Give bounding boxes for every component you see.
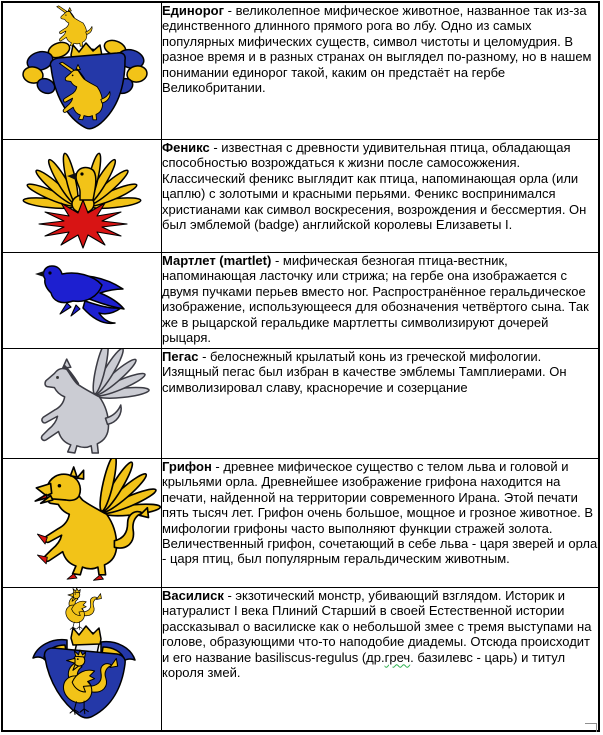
table-row (2, 349, 599, 459)
term-griffon: Грифон (162, 459, 212, 474)
description-text: - белоснежный крылатый конь из греческой мифологии. Изящный пегас был избран в качестве эмблемы Тамплиерами. Он символизировал славу, красноречие и созерцание (162, 349, 567, 395)
description-text: - великолепное мифическое животное, названное так из-за единственного длинного прямого рога во лбу. Одно из самых популярных мифических существ, символ чистоты и целомудрия. В разное время и в разных странах он выглядел по-разному, но в нашем понимании единорог такой, каким он предстаёт на гербе Великобритании. (162, 3, 592, 96)
griffon-description-cell (162, 459, 600, 588)
martlet-bird-image (3, 253, 161, 347)
basilisk-coat-of-arms-image (3, 588, 161, 730)
phoenix-image-cell (2, 140, 162, 253)
griffon-image (3, 459, 161, 586)
phoenix-description-cell (162, 140, 600, 253)
pegasus-description-cell (162, 349, 600, 459)
pegasus-image-cell (2, 349, 162, 459)
description-text: - экзотический монстр, убивающий взглядом. Историк и натуралист I века Плиний Старший в своей Естественной истории рассказывал о василиске как о небольшой змее с тремя выступами на голове, образующими что-то наподобие диадемы. Отсюда происходит и его название basiliscus-regulus (др. (162, 588, 592, 665)
table-resize-handle[interactable] (585, 723, 597, 732)
description-text: - древнее мифическое существо с телом льва и головой и крыльями орла. Древнейшее изображение грифона находится на печати, найденной на территории современного Ирана. Этой печати пять тысяч лет. Грифон очень большое, мощное и грозное животное. В мифологии грифоны часто выполняют функции стражей золота. Величественный грифон, сочетающий в себе льва - царя зверей и орла - царя птиц, был популярным геральдическим животным. (162, 459, 598, 567)
term-basilisk: Василиск (162, 588, 224, 603)
unicorn-coat-of-arms-image (3, 3, 161, 139)
basilisk-image-cell (2, 588, 162, 732)
term-pegasus: Пегас (162, 349, 199, 364)
description-text: . базилевс - царь) и титул короля змей. (162, 649, 566, 681)
table-row (2, 2, 599, 140)
term-martlet: Мартлет (martlet) (162, 253, 272, 268)
unicorn-description-cell (162, 2, 600, 140)
table-row (2, 140, 599, 253)
description-text: - мифическая безногая птица-вестник, напоминающая ласточку или стрижа; на гербе она изображается с двумя пучками перьев вместо ног. Распространённое геральдическое изображение, использующееся для обозначения четвёртого сына. Так же в рыцарской геральдике мартлетты символизируют дочерей рыцаря. (162, 253, 589, 346)
unicorn-image-cell (2, 2, 162, 140)
table-row (2, 253, 599, 349)
term-phoenix: Феникс (162, 140, 210, 155)
spellcheck-underlined-word: греч (384, 649, 411, 665)
heraldic-creatures-table (1, 1, 600, 732)
martlet-description-cell (162, 253, 600, 349)
basilisk-description-cell (162, 588, 600, 732)
pegasus-image (3, 349, 161, 457)
description-text: - известная с древности удивительная птица, обладающая способностью возрождаться к жизни после самосожжения. Классический феникс выглядит как птица, напоминающая орла (или цаплю) с золотыми и красными перьями. Феникс воспринимался христианами как символ воскресения, возрождения и бессмертия. Он был эмблемой (badge) английской королевы Елизаветы I. (162, 140, 587, 233)
phoenix-emblem-image (3, 140, 161, 251)
term-unicorn: Единорог (162, 3, 225, 18)
table-row (2, 588, 599, 732)
griffon-image-cell (2, 459, 162, 588)
martlet-image-cell (2, 253, 162, 349)
table-row (2, 459, 599, 588)
